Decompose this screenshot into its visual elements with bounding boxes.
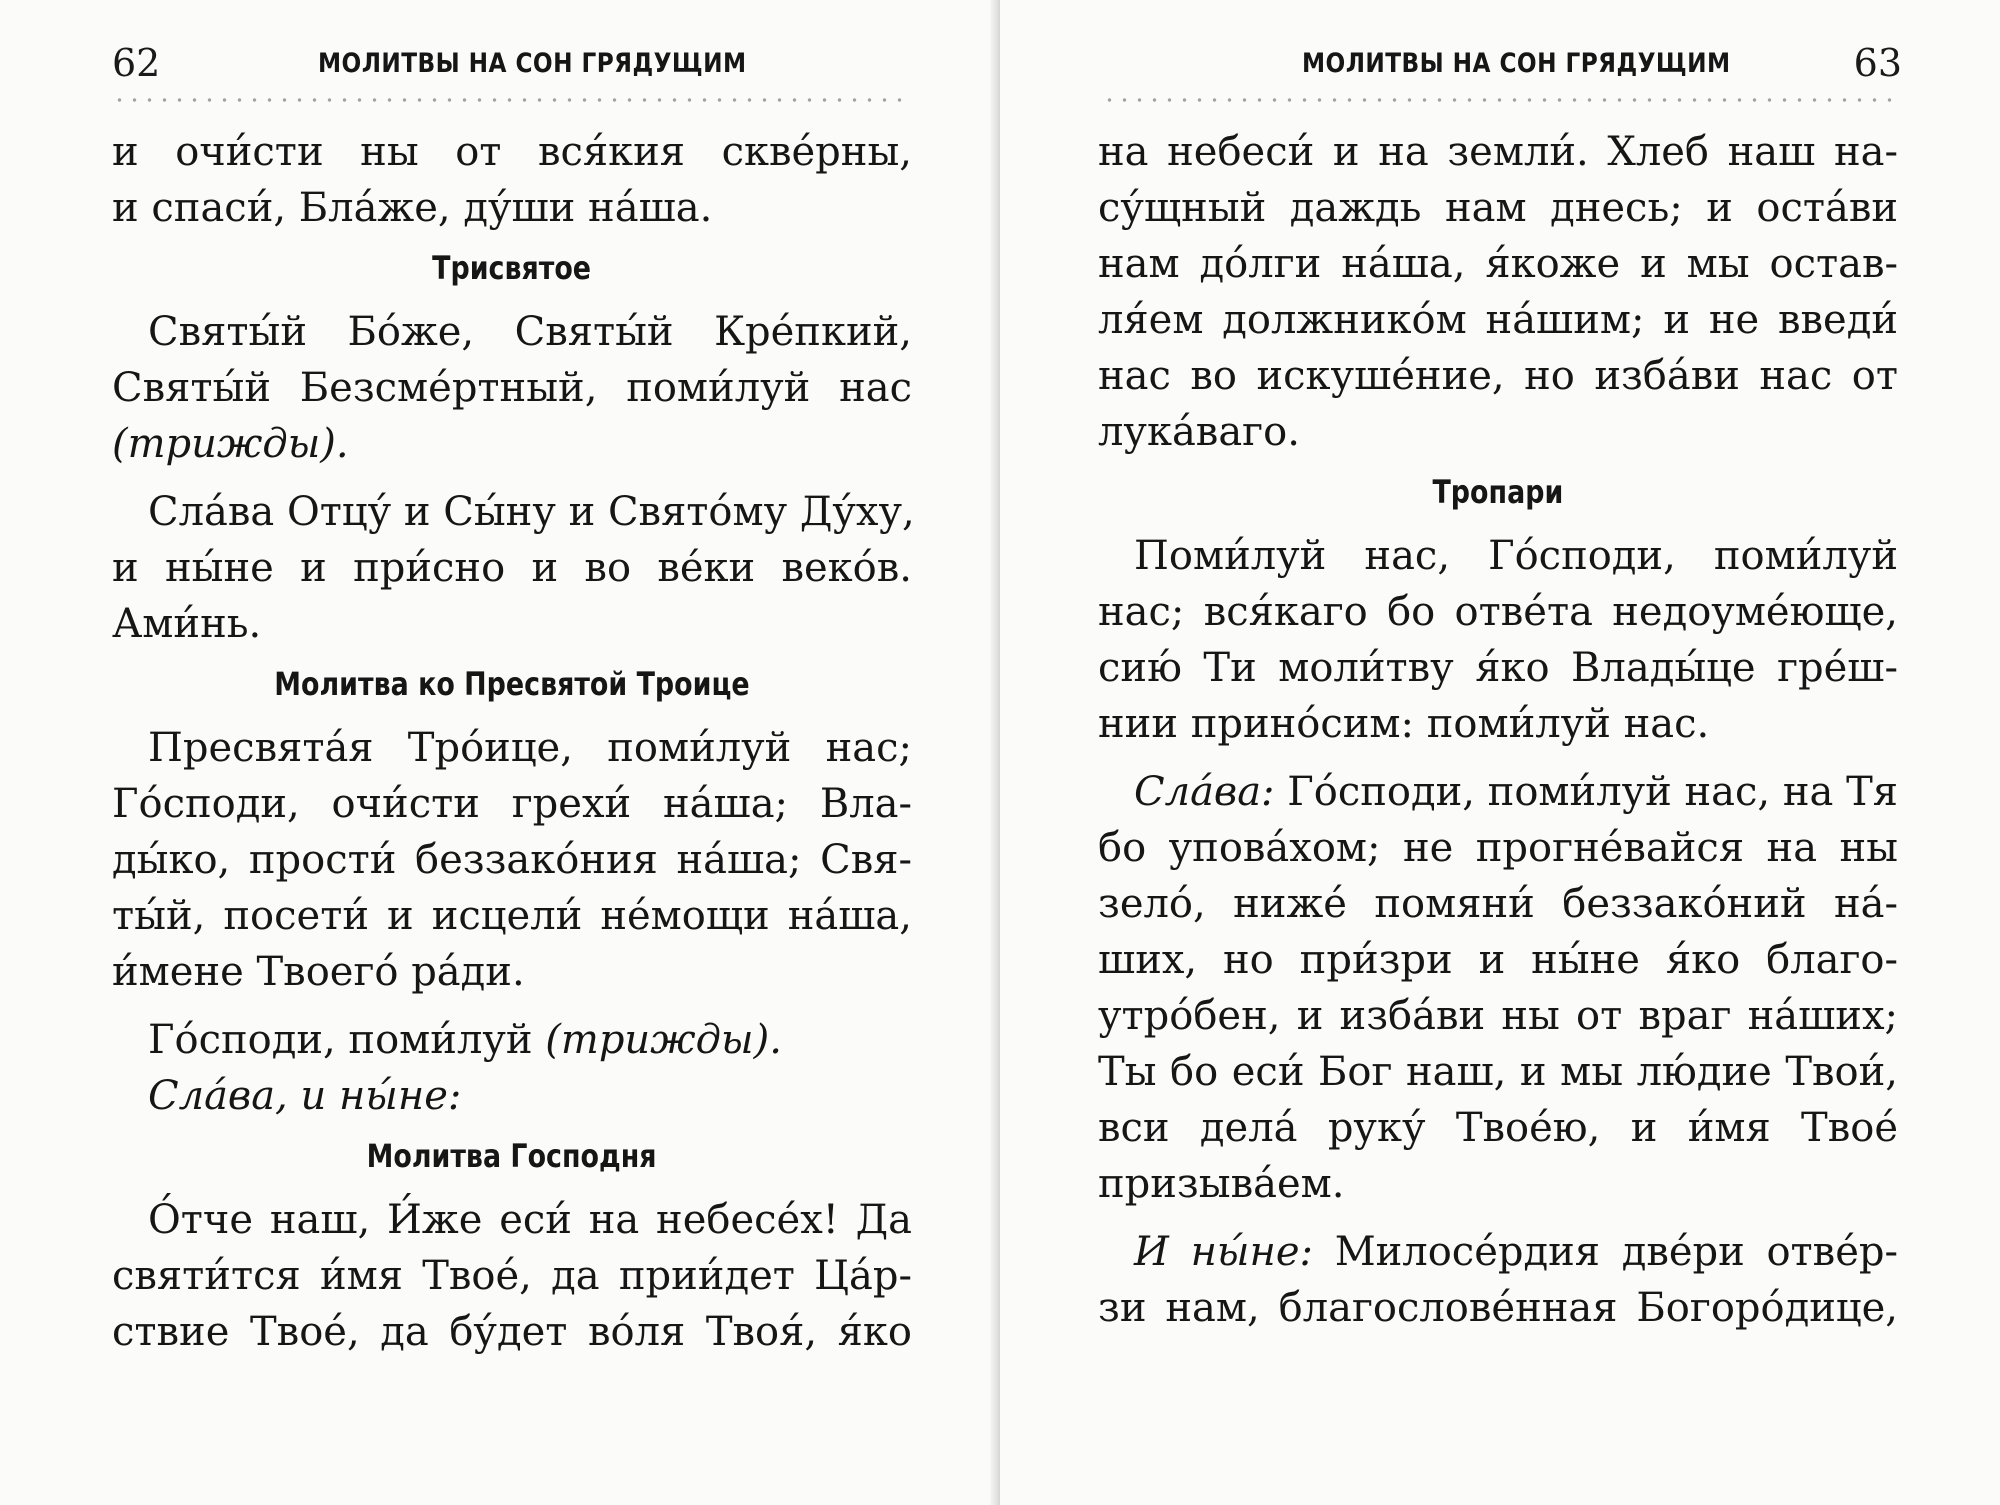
left-page [0,0,996,1505]
text-line: су́щный даждь нам днесь; и оста́ви [1098,185,1898,231]
text-line: Святы́й Бо́же, Святы́й Кре́пкий, [148,309,912,355]
text-line: утро́бен, и изба́ви ны от враг на́ших; [1098,993,1898,1039]
right-page [1000,0,2000,1505]
text-line: и́мене Твоего́ ра́ди. [112,949,525,995]
running-title: МОЛИТВЫ НА СОН ГРЯДУЩИМ [318,48,747,79]
section-heading: Молитва Господня [367,1137,657,1175]
text-line: и спаси́, Бла́же, ду́ши на́ша. [112,185,713,231]
text-line: святи́тся и́мя Твое́, да прии́дет Ца́р- [112,1253,912,1299]
right-header [1302,38,1902,88]
text-line: Ами́нь. [112,601,262,647]
text-line: Сла́ва Отцу́ и Сы́ну и Свято́му Ду́ху, [148,489,915,535]
text-line: нас во искуше́ние, но изба́ви нас от [1098,353,1898,399]
text-line: ты́й, посети́ и исцели́ не́мощи на́ша, [112,893,912,939]
text-line: на небеси́ и на земли́. Хлеб наш на- [1098,129,1898,175]
text-line: и ны́не и при́сно и во ве́ки веко́в. [112,545,912,591]
text-line: Го́споди, поми́луй (трижды). [148,1017,782,1063]
section-heading: Молитва ко Пресвятой Троице [274,665,750,703]
text-line: зи нам, благослове́нная Богоро́дице, [1098,1285,1898,1331]
text-line: Го́споди, очи́сти грехи́ на́ша; Вла- [112,781,912,827]
text-line: сию́ Ти моли́тву я́ко Влады́це гре́ш- [1098,645,1898,691]
text-line: нии прино́сим: поми́луй нас. [1098,701,1710,747]
rubric: (трижды). [545,1017,782,1063]
text-line: ших, но при́зри и ны́не я́ко благо- [1098,937,1898,983]
text-line: ствие Твое́, да бу́дет во́ля Твоя́, я́ко [112,1309,912,1355]
text-line: нас; вся́каго бо отве́та недоуме́юще, [1098,589,1898,635]
dotted-rule [112,98,912,102]
text-line: нам до́лги на́ша, я́коже и мы остав- [1098,241,1898,287]
text-line: ды́ко, прости́ беззако́ния на́ша; Свя- [112,837,912,883]
left-text-block [112,124,915,1360]
text-line: О́тче наш, И́же еси́ на небесе́х! Да [148,1197,912,1243]
text-line: зело́, ниже́ помяни́ беззако́ний на́- [1098,881,1898,927]
text-line: Пресвята́я Тро́ице, поми́луй нас; [148,725,912,771]
text-line: и очи́сти ны от вся́кия скве́рны, [112,129,912,175]
rubric: Сла́ва, и ны́не: [148,1073,462,1119]
rubric: (трижды). [112,421,349,467]
text-line: Ты бо еси́ Бог наш, и мы лю́дие Твои́, [1098,1049,1898,1095]
rubric: И ны́не: [1134,1229,1313,1275]
dotted-rule [1102,98,1902,102]
text-line: Святы́й Безсме́ртный, поми́луй нас [112,365,912,411]
rubric: Сла́ва: [1134,769,1275,815]
section-heading: Трисвятое [432,249,592,287]
text-line: Сла́ва: Го́споди, поми́луй нас, на Тя [1134,769,1898,815]
running-title: МОЛИТВЫ НА СОН ГРЯДУЩИМ [1302,48,1731,79]
text-line: И ны́не: Милосе́рдия две́ри отве́р- [1134,1229,1898,1275]
text-line: вси дела́ руку́ Твое́ю, и и́мя Твое́ [1098,1105,1898,1151]
text-line: призыва́ем. [1098,1161,1345,1207]
page-number: 63 [1853,41,1902,85]
right-text-block [1098,124,1898,1336]
text-line: лука́ваго. [1098,409,1300,455]
section-heading: Тропари [1432,473,1564,511]
text-line: ля́ем должнико́м на́шим; и не введи́ [1098,297,1898,343]
page-number: 62 [112,41,161,85]
text-line: Поми́луй нас, Го́споди, поми́луй [1134,533,1898,579]
text-line: бо упова́хом; не прогне́вайся на ны [1098,825,1898,871]
left-header [112,38,912,88]
